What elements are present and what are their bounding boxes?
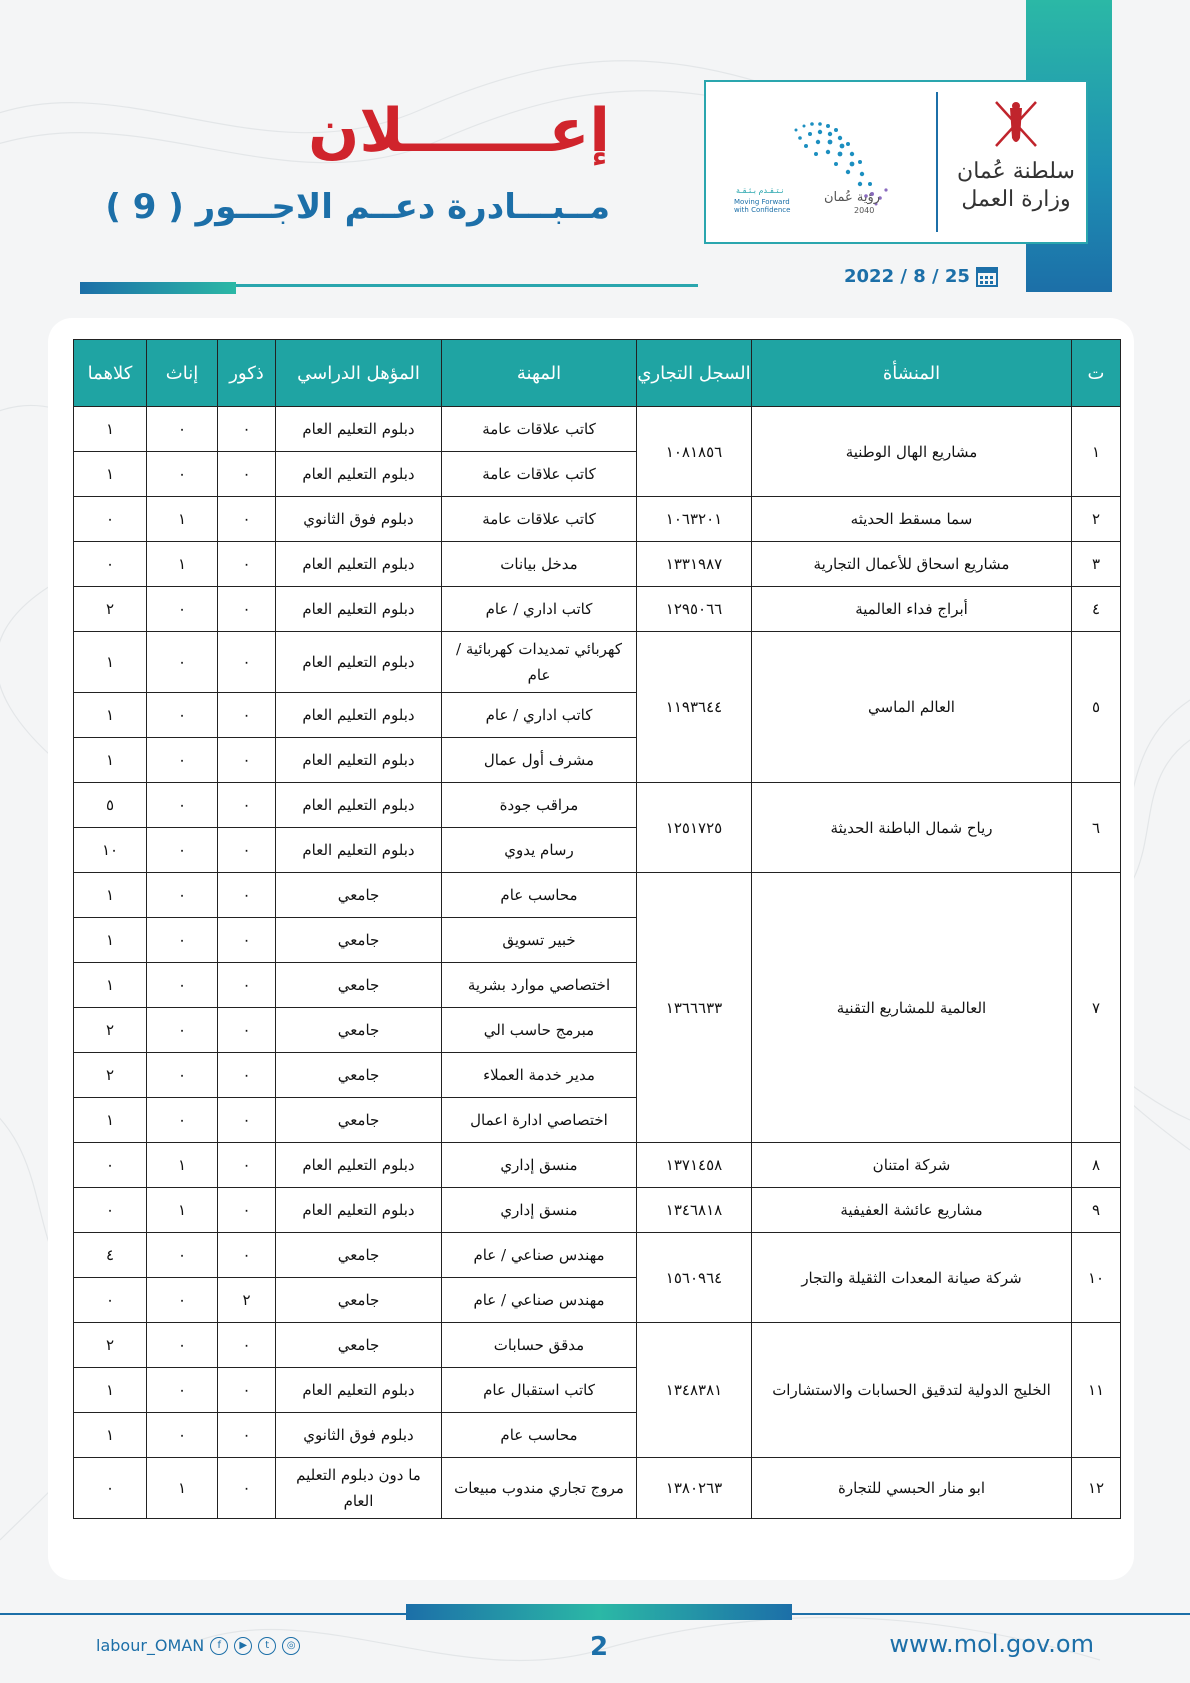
profession-cell: مهندس صناعي / عام	[442, 1233, 637, 1278]
both-count-cell: ٢	[74, 587, 147, 632]
commercial-register-cell: ١٢٥١٧٢٥	[637, 783, 752, 873]
establishment-cell: شركة صيانة المعدات الثقيلة والتجار	[752, 1233, 1072, 1323]
youtube-icon[interactable]: ▶	[234, 1637, 252, 1655]
logo-box	[704, 80, 1088, 244]
commercial-register-cell: ١٢٩٥٠٦٦	[637, 587, 752, 632]
profession-cell: مشرف أول عمال	[442, 738, 637, 783]
females-count-cell: ١	[147, 497, 218, 542]
commercial-register-cell: ١١٩٣٦٤٤	[637, 632, 752, 783]
establishment-cell: العالمية للمشاريع التقنية	[752, 873, 1072, 1143]
establishment-cell: شركة امتنان	[752, 1143, 1072, 1188]
profession-cell: رسام يدوي	[442, 828, 637, 873]
qualification-cell: ما دون دبلوم التعليم العام	[276, 1458, 442, 1519]
table-row	[74, 1233, 1121, 1278]
both-count-cell: ١	[74, 918, 147, 963]
header-both: كلاهما	[74, 340, 147, 407]
profession-cell: محاسب عام	[442, 1413, 637, 1458]
males-count-cell: ٢	[218, 1278, 276, 1323]
commercial-register-cell: ١٣٨٠٢٦٣	[637, 1458, 752, 1519]
vision-slogan-en	[734, 198, 790, 214]
row-number-cell: ٧	[1072, 873, 1121, 1143]
both-count-cell: ٢	[74, 1008, 147, 1053]
males-count-cell: ٠	[218, 738, 276, 783]
both-count-cell: ٠	[74, 1278, 147, 1323]
both-count-cell: ١	[74, 407, 147, 452]
qualification-cell: جامعي	[276, 1098, 442, 1143]
table-row	[74, 497, 1121, 542]
oman-emblem-icon	[988, 94, 1044, 154]
vision-year: 2040	[854, 206, 875, 215]
establishment-cell: رياح شمال الباطنة الحديثة	[752, 783, 1072, 873]
qualification-cell: دبلوم فوق الثانوي	[276, 497, 442, 542]
header-females: إناث	[147, 340, 218, 407]
table-row	[74, 1458, 1121, 1519]
females-count-cell: ٠	[147, 452, 218, 497]
females-count-cell: ٠	[147, 1053, 218, 1098]
profession-cell: منسق إداري	[442, 1143, 637, 1188]
females-count-cell: ٠	[147, 738, 218, 783]
both-count-cell: ١	[74, 1413, 147, 1458]
profession-cell: كاتب علاقات عامة	[442, 497, 637, 542]
both-count-cell: ٢	[74, 1323, 147, 1368]
commercial-register-cell: ١٣٤٨٣٨١	[637, 1323, 752, 1458]
vision-text: رؤية عُمان	[824, 190, 881, 205]
qualification-cell: جامعي	[276, 873, 442, 918]
qualification-cell: دبلوم التعليم العام	[276, 693, 442, 738]
establishment-cell: ابو منار الحبسي للتجارة	[752, 1458, 1072, 1519]
table-header-row	[74, 340, 1121, 407]
both-count-cell: ١	[74, 632, 147, 693]
qualification-cell: دبلوم التعليم العام	[276, 587, 442, 632]
females-count-cell: ٠	[147, 693, 218, 738]
website-link[interactable]: www.mol.gov.om	[889, 1630, 1094, 1658]
females-count-cell: ٠	[147, 1368, 218, 1413]
profession-cell: محاسب عام	[442, 873, 637, 918]
row-number-cell: ٩	[1072, 1188, 1121, 1233]
males-count-cell: ٠	[218, 1053, 276, 1098]
row-number-cell: ٨	[1072, 1143, 1121, 1188]
establishment-cell: العالم الماسي	[752, 632, 1072, 783]
males-count-cell: ٠	[218, 1368, 276, 1413]
qualification-cell: دبلوم التعليم العام	[276, 783, 442, 828]
establishment-cell: سما مسقط الحديثه	[752, 497, 1072, 542]
table-row	[74, 542, 1121, 587]
table-row	[74, 873, 1121, 918]
header-qualification: المؤهل الدراسي	[276, 340, 442, 407]
males-count-cell: ٠	[218, 783, 276, 828]
males-count-cell: ٠	[218, 1008, 276, 1053]
qualification-cell: جامعي	[276, 1278, 442, 1323]
row-number-cell: ٣	[1072, 542, 1121, 587]
males-count-cell: ٠	[218, 1458, 276, 1519]
ministry-line1: سلطنة عُمان	[957, 159, 1075, 184]
males-count-cell: ٠	[218, 452, 276, 497]
row-number-cell: ٢	[1072, 497, 1121, 542]
profession-cell: اختصاصي ادارة اعمال	[442, 1098, 637, 1143]
females-count-cell: ٠	[147, 1008, 218, 1053]
males-count-cell: ٠	[218, 587, 276, 632]
females-count-cell: ٠	[147, 1278, 218, 1323]
profession-cell: مبرمج حاسب الي	[442, 1008, 637, 1053]
both-count-cell: ١	[74, 963, 147, 1008]
both-count-cell: ٠	[74, 497, 147, 542]
facebook-icon[interactable]: f	[210, 1637, 228, 1655]
males-count-cell: ٠	[218, 407, 276, 452]
both-count-cell: ٢	[74, 1053, 147, 1098]
row-number-cell: ١١	[1072, 1323, 1121, 1458]
qualification-cell: دبلوم التعليم العام	[276, 738, 442, 783]
row-number-cell: ١	[1072, 407, 1121, 497]
qualification-cell: جامعي	[276, 1323, 442, 1368]
males-count-cell: ٠	[218, 963, 276, 1008]
header-num: ت	[1072, 340, 1121, 407]
females-count-cell: ١	[147, 1458, 218, 1519]
row-number-cell: ١٠	[1072, 1233, 1121, 1323]
both-count-cell: ٠	[74, 1458, 147, 1519]
qualification-cell: دبلوم التعليم العام	[276, 542, 442, 587]
both-count-cell: ٤	[74, 1233, 147, 1278]
header-establishment: المنشأة	[752, 340, 1072, 407]
qualification-cell: دبلوم التعليم العام	[276, 1143, 442, 1188]
males-count-cell: ٠	[218, 632, 276, 693]
profession-cell: منسق إداري	[442, 1188, 637, 1233]
females-count-cell: ٠	[147, 1413, 218, 1458]
males-count-cell: ٠	[218, 1413, 276, 1458]
commercial-register-cell: ١٠٦٣٢٠١	[637, 497, 752, 542]
social-links	[96, 1636, 300, 1655]
both-count-cell: ٠	[74, 1143, 147, 1188]
females-count-cell: ٠	[147, 632, 218, 693]
both-count-cell: ٠	[74, 1188, 147, 1233]
table-body	[74, 407, 1121, 1519]
females-count-cell: ٠	[147, 873, 218, 918]
both-count-cell: ١	[74, 873, 147, 918]
females-count-cell: ٠	[147, 918, 218, 963]
males-count-cell: ٠	[218, 1098, 276, 1143]
profession-cell: مدقق حسابات	[442, 1323, 637, 1368]
header-profession: المهنة	[442, 340, 637, 407]
logo-divider	[936, 92, 938, 232]
females-count-cell: ٠	[147, 783, 218, 828]
both-count-cell: ٠	[74, 542, 147, 587]
calendar-icon	[976, 265, 998, 287]
profession-cell: كاتب اداري / عام	[442, 693, 637, 738]
profession-cell: مراقب جودة	[442, 783, 637, 828]
commercial-register-cell: ١٣٣١٩٨٧	[637, 542, 752, 587]
females-count-cell: ١	[147, 1143, 218, 1188]
profession-cell: كاتب استقبال عام	[442, 1368, 637, 1413]
commercial-register-cell: ١٣٤٦٨١٨	[637, 1188, 752, 1233]
vision-slogan-en-2: with Confidence	[734, 206, 791, 214]
males-count-cell: ٠	[218, 497, 276, 542]
females-count-cell: ٠	[147, 1233, 218, 1278]
qualification-cell: جامعي	[276, 1233, 442, 1278]
qualification-cell: دبلوم التعليم العام	[276, 452, 442, 497]
qualification-cell: دبلوم التعليم العام	[276, 1188, 442, 1233]
vision-slogan-ar: نـتـقـدم بـثـقـة	[736, 186, 784, 195]
females-count-cell: ١	[147, 542, 218, 587]
table-row	[74, 1323, 1121, 1368]
social-handle[interactable]: labour_OMAN	[96, 1636, 205, 1655]
wage-support-table	[73, 339, 1121, 1519]
males-count-cell: ٠	[218, 873, 276, 918]
date-row	[844, 264, 998, 288]
qualification-cell: جامعي	[276, 918, 442, 963]
qualification-cell: دبلوم التعليم العام	[276, 1368, 442, 1413]
females-count-cell: ٠	[147, 407, 218, 452]
males-count-cell: ٠	[218, 693, 276, 738]
profession-cell: مهندس صناعي / عام	[442, 1278, 637, 1323]
qualification-cell: دبلوم التعليم العام	[276, 407, 442, 452]
ministry-line2: وزارة العمل	[961, 187, 1071, 212]
vision-slogan-en-1: Moving Forward	[734, 198, 790, 206]
profession-cell: خبير تسويق	[442, 918, 637, 963]
profession-cell: مدخل بيانات	[442, 542, 637, 587]
table-row	[74, 587, 1121, 632]
instagram-icon[interactable]: ◎	[282, 1637, 300, 1655]
table-row	[74, 783, 1121, 828]
females-count-cell: ٠	[147, 1098, 218, 1143]
table-row	[74, 632, 1121, 693]
establishment-cell: مشاريع عائشة العفيفية	[752, 1188, 1072, 1233]
commercial-register-cell: ١٠٨١٨٥٦	[637, 407, 752, 497]
both-count-cell: ١	[74, 1368, 147, 1413]
males-count-cell: ٠	[218, 1323, 276, 1368]
announcement-date: 2022 / 8 / 25	[844, 265, 970, 287]
qualification-cell: جامعي	[276, 1053, 442, 1098]
qualification-cell: دبلوم التعليم العام	[276, 828, 442, 873]
row-number-cell: ٦	[1072, 783, 1121, 873]
qualification-cell: جامعي	[276, 963, 442, 1008]
both-count-cell: ١	[74, 1098, 147, 1143]
males-count-cell: ٠	[218, 1233, 276, 1278]
page-number: 2	[590, 1632, 609, 1662]
twitter-icon[interactable]: t	[258, 1637, 276, 1655]
establishment-cell: مشاريع الهال الوطنية	[752, 407, 1072, 497]
profession-cell: مروج تجاري مندوب مبيعات	[442, 1458, 637, 1519]
ministry-name	[952, 158, 1080, 214]
commercial-register-cell: ١٣٧١٤٥٨	[637, 1143, 752, 1188]
table-row	[74, 407, 1121, 452]
both-count-cell: ١٠	[74, 828, 147, 873]
title-underline-accent	[80, 282, 236, 294]
row-number-cell: ٥	[1072, 632, 1121, 783]
commercial-register-cell: ١٥٦٠٩٦٤	[637, 1233, 752, 1323]
males-count-cell: ٠	[218, 542, 276, 587]
both-count-cell: ١	[74, 693, 147, 738]
males-count-cell: ٠	[218, 1188, 276, 1233]
profession-cell: اختصاصي موارد بشرية	[442, 963, 637, 1008]
row-number-cell: ٤	[1072, 587, 1121, 632]
row-number-cell: ١٢	[1072, 1458, 1121, 1519]
qualification-cell: دبلوم التعليم العام	[276, 632, 442, 693]
profession-cell: كاتب علاقات عامة	[442, 452, 637, 497]
females-count-cell: ١	[147, 1188, 218, 1233]
page-subtitle: مــبـــادرة دعــم الاجـــور ( 9 )	[105, 187, 610, 227]
header-males: ذكور	[218, 340, 276, 407]
both-count-cell: ١	[74, 452, 147, 497]
table-row	[74, 1143, 1121, 1188]
males-count-cell: ٠	[218, 828, 276, 873]
females-count-cell: ٠	[147, 828, 218, 873]
females-count-cell: ٠	[147, 963, 218, 1008]
both-count-cell: ٥	[74, 783, 147, 828]
profession-cell: مدير خدمة العملاء	[442, 1053, 637, 1098]
header-cr: السجل التجاري	[637, 340, 752, 407]
males-count-cell: ٠	[218, 918, 276, 963]
qualification-cell: جامعي	[276, 1008, 442, 1053]
page-title: إعـــــــلان	[308, 96, 610, 166]
qualification-cell: دبلوم فوق الثانوي	[276, 1413, 442, 1458]
both-count-cell: ١	[74, 738, 147, 783]
commercial-register-cell: ١٣٦٦٦٣٣	[637, 873, 752, 1143]
males-count-cell: ٠	[218, 1143, 276, 1188]
table-row	[74, 1188, 1121, 1233]
footer-accent-bar	[406, 1604, 792, 1620]
profession-cell: كاتب علاقات عامة	[442, 407, 637, 452]
females-count-cell: ٠	[147, 587, 218, 632]
profession-cell: كاتب اداري / عام	[442, 587, 637, 632]
establishment-cell: أبراج فداء العالمية	[752, 587, 1072, 632]
establishment-cell: مشاريع اسحاق للأعمال التجارية	[752, 542, 1072, 587]
profession-cell: كهربائي تمديدات كهربائية / عام	[442, 632, 637, 693]
females-count-cell: ٠	[147, 1323, 218, 1368]
establishment-cell: الخليج الدولية لتدقيق الحسابات والاستشارات	[752, 1323, 1072, 1458]
